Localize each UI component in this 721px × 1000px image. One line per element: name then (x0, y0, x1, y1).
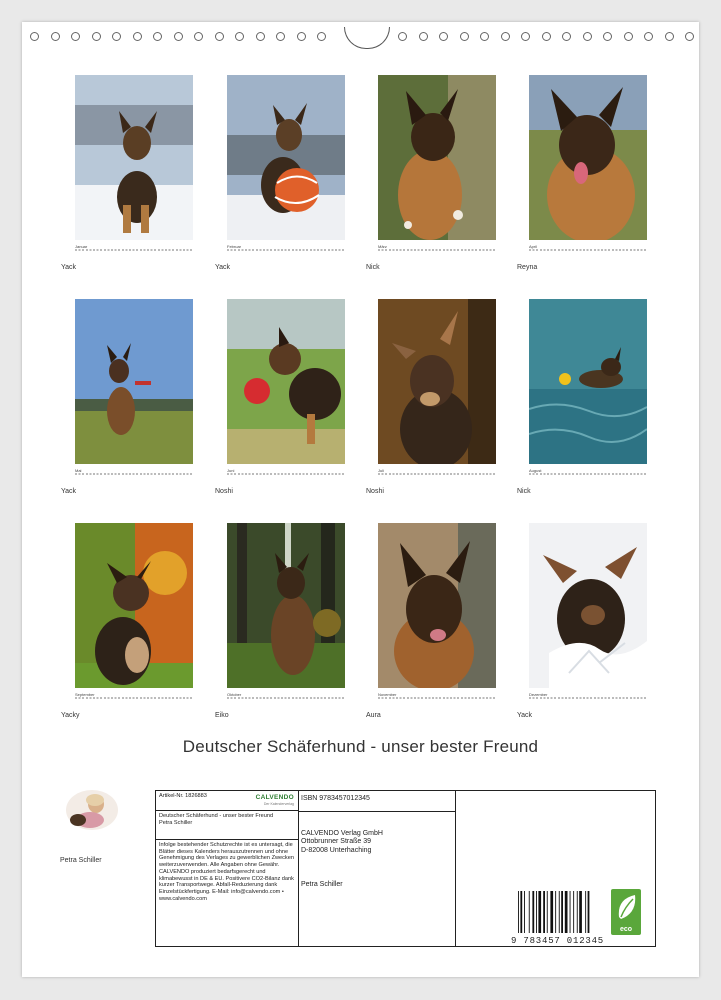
info-column-right (455, 791, 655, 946)
dog-name-september: Yacky (61, 712, 80, 719)
dog-name-april: Reyna (517, 264, 538, 271)
barcode-bar (518, 891, 519, 933)
binding-hole (153, 32, 162, 41)
barcode (518, 891, 594, 933)
month-card-october[interactable] (227, 523, 345, 702)
dog-photo-november (378, 523, 496, 688)
month-calendar-strip (529, 244, 647, 254)
binding-hole (460, 32, 469, 41)
info-column-left (156, 791, 299, 946)
hanger-hook (344, 27, 390, 49)
publisher-info-table (155, 790, 656, 947)
month-card-february[interactable] (227, 75, 345, 254)
binding-hole (133, 32, 142, 41)
month-label: April (529, 244, 538, 249)
dog-photo-october (227, 523, 345, 688)
dog-photo-july (378, 299, 496, 464)
binding-hole (603, 32, 612, 41)
publisher-street: Ottobrunner Straße 39 (301, 838, 372, 846)
binding-holes (28, 29, 693, 51)
month-label: Februar (227, 244, 242, 249)
barcode-bar (538, 891, 541, 933)
barcode-bar (524, 891, 525, 933)
dog-photo-december (529, 523, 647, 688)
eco-label: eco (619, 926, 633, 933)
month-label: August (529, 468, 542, 473)
barcode-bar (550, 891, 553, 933)
binding-hole (419, 32, 428, 41)
legal-notice: Infolge bestehender Schutzrechte ist es untersagt, die Blätter dieses Kalenders herauszutrennen und ohne Genehmigung des Verlages zu gewerblichen Zwecken weiterzuverwenden. Alle Angaben ohne Gewähr. CALVENDO produziert bedarfsgerecht und klimabewusst in DE & EU. Positivere CO2-Bilanz dank kurzer Transportwege. Abfall-Reduzierung dank Einzelstückfertigung. E-Mail: info@calvendo.com • www.calvendo.com (159, 842, 294, 902)
publisher-address (298, 812, 455, 946)
title-author-cell (156, 811, 298, 840)
binding-hole (583, 32, 592, 41)
binding-hole (480, 32, 489, 41)
month-card-april[interactable] (529, 75, 647, 254)
month-card-november[interactable] (378, 523, 496, 702)
binding-hole (665, 32, 674, 41)
barcode-bar (577, 891, 578, 933)
binding-hole (398, 32, 407, 41)
dog-name-july: Noshi (366, 488, 384, 495)
month-card-august[interactable] (529, 299, 647, 478)
month-calendar-strip (378, 692, 496, 702)
dog-name-march: Nick (366, 264, 380, 271)
binding-hole (439, 32, 448, 41)
author-photo (66, 790, 118, 830)
month-calendar-strip (75, 244, 193, 254)
barcode-bar (579, 891, 582, 933)
binding-hole (297, 32, 306, 41)
month-label: Juli (378, 468, 385, 473)
binding-hole (276, 32, 285, 41)
month-label: Mai (75, 468, 82, 473)
month-calendar-strip (529, 468, 647, 478)
month-label: November (378, 692, 397, 697)
barcode-bar (532, 891, 534, 933)
article-number: Artikel-Nr. 1826883 (159, 793, 207, 799)
article-number-cell (156, 791, 298, 811)
month-calendar-strip (378, 468, 496, 478)
barcode-bar (588, 891, 590, 933)
month-calendar-strip (529, 692, 647, 702)
info-column-middle (298, 791, 456, 946)
dog-name-january: Yack (61, 264, 77, 271)
dog-name-august: Nick (517, 488, 531, 495)
publisher-city: D-82008 Unterhaching (301, 846, 372, 854)
month-label: März (378, 244, 387, 249)
eco-leaf-icon (611, 889, 641, 935)
author-small: Petra Schiller (159, 819, 193, 826)
barcode-bar (529, 891, 530, 933)
barcode-number: 9 783457 012345 (511, 936, 605, 946)
month-calendar-strip (75, 692, 193, 702)
binding-hole (317, 32, 326, 41)
dog-photo-may (75, 299, 193, 464)
month-calendar-strip (227, 244, 345, 254)
month-label: Juni (227, 468, 235, 473)
binding-hole (256, 32, 265, 41)
binding-hole (112, 32, 121, 41)
calendar-title: Deutscher Schäferhund - unser bester Freund (182, 737, 539, 756)
month-calendar-strip (227, 692, 345, 702)
month-card-july[interactable] (378, 299, 496, 478)
month-card-june[interactable] (227, 299, 345, 478)
barcode-bar (565, 891, 568, 933)
binding-hole (92, 32, 101, 41)
binding-hole (30, 32, 39, 41)
barcode-bar (573, 891, 574, 933)
dog-photo-august (529, 299, 647, 464)
barcode-bar (555, 891, 556, 933)
binding-hole (71, 32, 80, 41)
dog-photo-february (227, 75, 345, 240)
dog-name-june: Noshi (215, 488, 233, 495)
dog-photo-march (378, 75, 496, 240)
binding-hole (542, 32, 551, 41)
month-card-may[interactable] (75, 299, 193, 478)
barcode-bar (536, 891, 537, 933)
dog-photo-january (75, 75, 193, 240)
barcode-bar (520, 891, 522, 933)
author-name: Petra Schiller (60, 857, 102, 864)
binding-hole (685, 32, 694, 41)
binding-hole (644, 32, 653, 41)
month-label: September (75, 692, 95, 697)
calvendo-tagline: Der Kalenderverlag (263, 802, 294, 806)
month-label: Dezember (529, 692, 548, 697)
month-card-december[interactable] (529, 523, 647, 702)
dog-name-october: Eiko (215, 712, 229, 719)
barcode-bar (585, 891, 586, 933)
binding-hole (235, 32, 244, 41)
dog-name-december: Yack (517, 712, 533, 719)
barcode-bar (570, 891, 571, 933)
dog-name-february: Yack (215, 264, 231, 271)
month-card-january[interactable] (75, 75, 193, 254)
binding-hole (194, 32, 203, 41)
barcode-bar (543, 891, 545, 933)
month-calendar-strip (227, 468, 345, 478)
binding-hole (501, 32, 510, 41)
dog-photo-september (75, 523, 193, 688)
month-calendar-strip (75, 468, 193, 478)
binding-hole (174, 32, 183, 41)
barcode-bar (547, 891, 548, 933)
barcode-bar (559, 891, 560, 933)
calendar-back-page (22, 22, 699, 977)
binding-hole (521, 32, 530, 41)
dog-photo-june (227, 299, 345, 464)
binding-hole (624, 32, 633, 41)
calvendo-logo: CALVENDO (255, 794, 294, 801)
dog-name-may: Yack (61, 488, 77, 495)
dog-photo-april (529, 75, 647, 240)
calendar-title-small: Deutscher Schäferhund - unser bester Freund (159, 813, 274, 819)
month-card-september[interactable] (75, 523, 193, 702)
month-calendar-strip (378, 244, 496, 254)
dog-name-november: Aura (366, 712, 381, 719)
barcode-bar (561, 891, 563, 933)
month-label: Oktober (227, 692, 242, 697)
month-label: Januar (75, 244, 88, 249)
binding-hole (51, 32, 60, 41)
month-card-march[interactable] (378, 75, 496, 254)
isbn: ISBN 9783457012345 (298, 791, 455, 812)
binding-hole (215, 32, 224, 41)
binding-hole (562, 32, 571, 41)
publisher-name: CALVENDO Verlag GmbH (301, 830, 383, 837)
photographer: Petra Schiller (301, 881, 343, 889)
